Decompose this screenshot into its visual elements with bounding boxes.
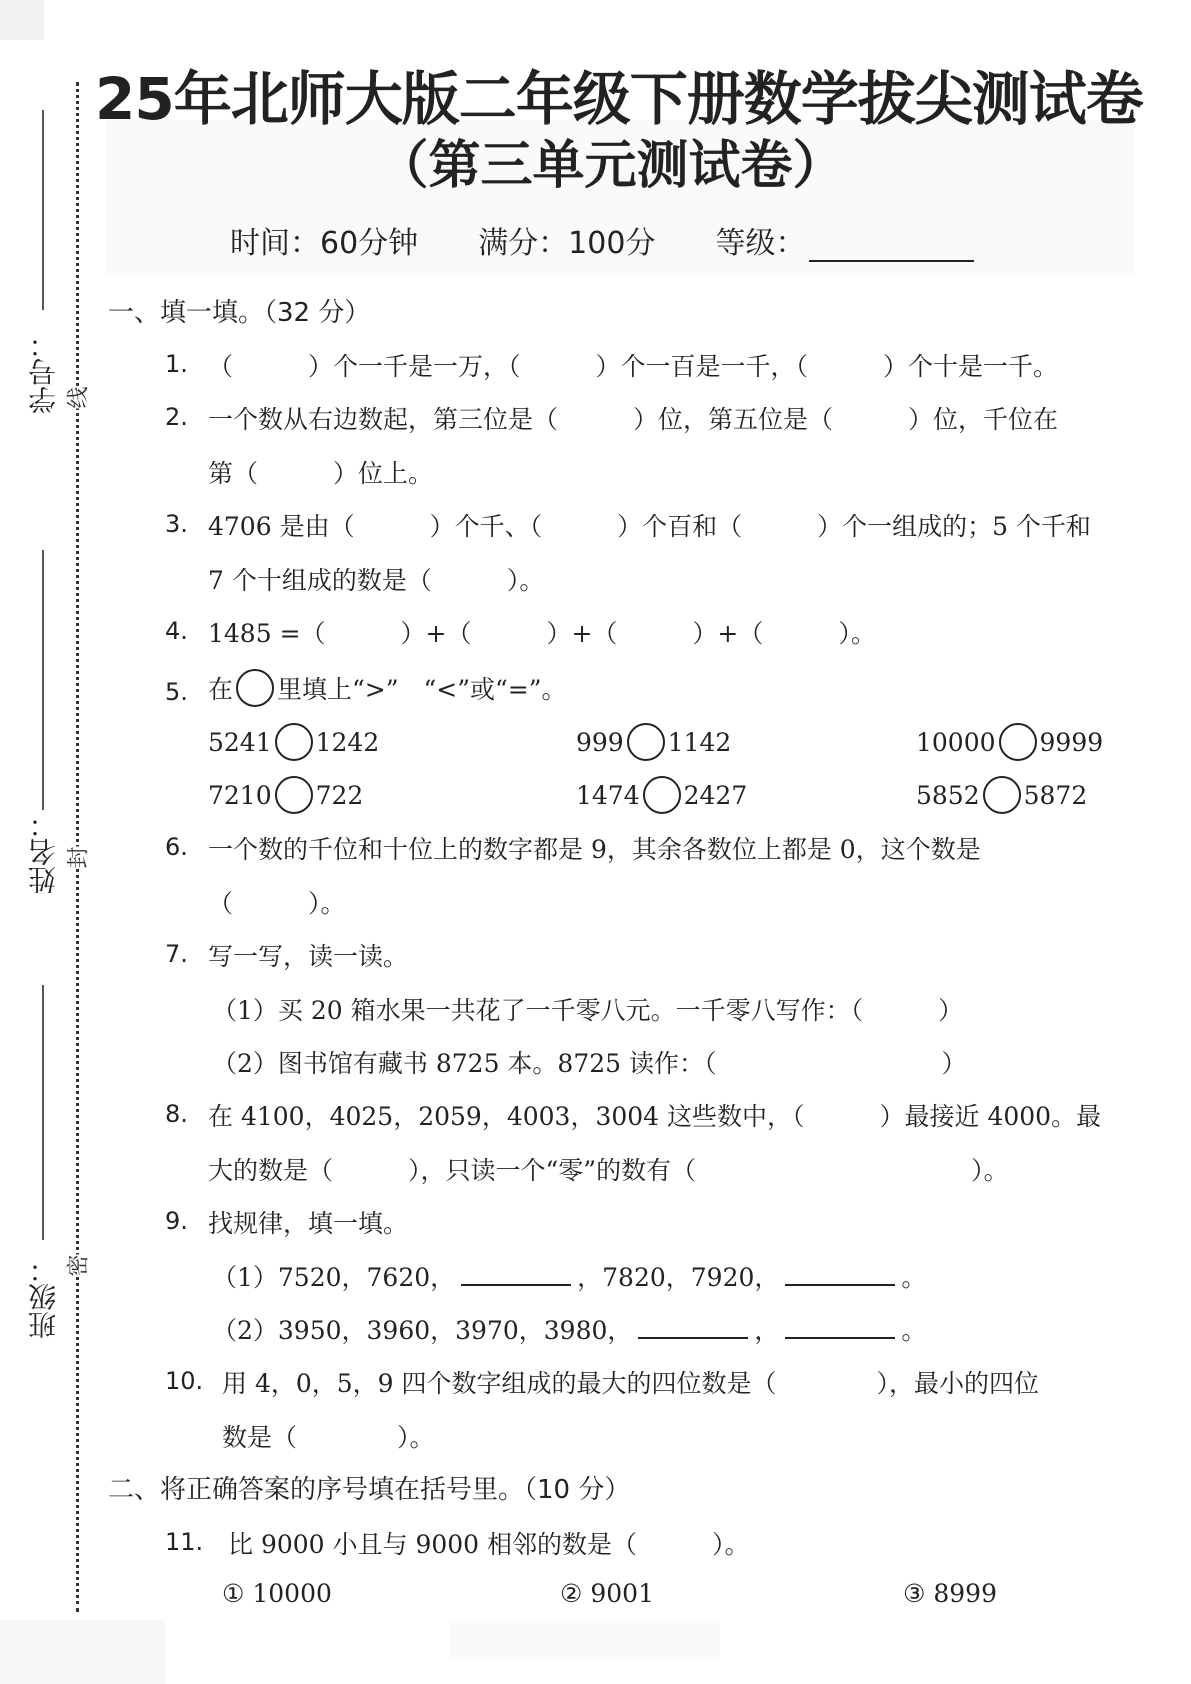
section-heading-multiple-choice: 二、将正确答案的序号填在括号里。（10 分） xyxy=(108,1475,631,1505)
question-9-text: 找规律，填一填。 xyxy=(208,1209,409,1238)
sequence-text: 。 xyxy=(901,1316,927,1345)
question-2-line-2: 第（ ）位上。 xyxy=(208,459,434,488)
compare-right: 722 xyxy=(315,780,364,810)
student-name-field[interactable] xyxy=(20,540,60,894)
seal-char-seal: 封 xyxy=(60,846,95,868)
sequence-text: （2）3950，3960，3970，3980， xyxy=(212,1316,633,1345)
sequence-text: 。 xyxy=(901,1263,927,1292)
question-2-line-1: 一个数从右边数起，第三位是（ ）位，第五位是（ ）位，千位在 xyxy=(208,405,1059,434)
grade-blank[interactable] xyxy=(809,230,974,262)
comparison-item xyxy=(576,723,731,761)
sequence-text: （1）7520，7620， xyxy=(212,1263,456,1292)
compare-left: 10000 xyxy=(916,727,996,757)
question-11-text: 比 9000 小且与 9000 相邻的数是（ ）。 xyxy=(228,1530,750,1559)
student-id-blank[interactable] xyxy=(42,110,44,310)
question-number: 1. xyxy=(165,350,188,378)
student-name-label: 姓名： xyxy=(27,810,60,894)
compare-circle[interactable] xyxy=(275,776,313,814)
compare-left: 5852 xyxy=(916,780,980,810)
class-field[interactable] xyxy=(20,985,60,1339)
comparison-item xyxy=(208,776,363,814)
answer-blank[interactable] xyxy=(785,1262,895,1286)
question-10-line-1: 用 4，0，5，9 四个数字组成的最大的四位数是（ ），最小的四位 xyxy=(222,1369,1040,1398)
compare-left: 5241 xyxy=(208,727,272,757)
seal-char-secret: 密 xyxy=(60,1254,95,1276)
compare-right: 1142 xyxy=(667,727,732,757)
page-subtitle: （第三单元测试卷） xyxy=(376,136,845,196)
question-9-sub-1 xyxy=(212,1258,926,1294)
compare-circle[interactable] xyxy=(275,723,313,761)
grade-label: 等级： xyxy=(715,226,806,261)
question-8-line-2: 大的数是（ ），只读一个“零”的数有（ ）。 xyxy=(208,1156,1009,1185)
question-10-line-2: 数是（ ）。 xyxy=(222,1423,435,1452)
question-number: 4. xyxy=(165,617,188,645)
question-number: 8. xyxy=(165,1100,188,1128)
compare-right: 2427 xyxy=(683,780,748,810)
sequence-text: ， xyxy=(754,1316,780,1345)
scan-shadow xyxy=(0,1620,165,1684)
question-1-text: （ ）个一千是一万，（ ）个一百是一千，（ ）个十是一千。 xyxy=(208,352,1059,381)
scan-shadow xyxy=(0,0,44,40)
comparison-item xyxy=(208,723,379,761)
question-7-sub-1: （1）买 20 箱水果一共花了一千零八元。一千零八写作：（ ） xyxy=(212,996,964,1025)
prompt-text: 里填上“>” “<”或“=”。 xyxy=(277,675,567,704)
question-3-line-1: 4706 是由（ ）个千、（ ）个百和（ ）个一组成的；5 个千和 xyxy=(208,512,1091,541)
question-number: 3. xyxy=(165,510,188,538)
student-id-field[interactable] xyxy=(20,100,60,420)
question-9-sub-2 xyxy=(212,1311,926,1347)
question-8-line-1: 在 4100，4025，2059，4003，3004 这些数中，（ ）最接近 4000。最 xyxy=(208,1102,1102,1131)
time-limit: 时间：60分钟 xyxy=(230,226,419,261)
choice-option-1[interactable]: ① 10000 xyxy=(222,1579,332,1608)
choice-option-2[interactable]: ② 9001 xyxy=(560,1579,654,1608)
compare-circle[interactable] xyxy=(643,776,681,814)
question-number: 6. xyxy=(165,833,188,861)
question-number: 11. xyxy=(165,1528,204,1556)
question-7-text: 写一写，读一读。 xyxy=(208,942,409,971)
question-6-line-1: 一个数的千位和十位上的数字都是 9，其余各数位上都是 0，这个数是 xyxy=(208,835,981,864)
question-3-line-2: 7 个十组成的数是（ ）。 xyxy=(208,566,545,595)
question-number: 9. xyxy=(165,1207,188,1235)
question-6-line-2: （ ）。 xyxy=(208,889,346,918)
compare-left: 1474 xyxy=(576,780,640,810)
circle-icon xyxy=(236,669,274,707)
comparison-item xyxy=(576,776,747,814)
compare-left: 999 xyxy=(576,727,624,757)
answer-blank[interactable] xyxy=(638,1315,748,1339)
compare-right: 5872 xyxy=(1023,780,1088,810)
student-name-blank[interactable] xyxy=(42,550,44,810)
compare-right: 9999 xyxy=(1039,727,1104,757)
compare-right: 1242 xyxy=(315,727,380,757)
page-title: 25年北师大版二年级下册数学拔尖测试卷 xyxy=(95,65,1143,133)
comparison-item xyxy=(916,776,1087,814)
question-7-sub-2: （2）图书馆有藏书 8725 本。8725 读作：（ ） xyxy=(212,1049,967,1078)
class-blank[interactable] xyxy=(42,985,44,1240)
compare-left: 7210 xyxy=(208,780,272,810)
compare-circle[interactable] xyxy=(627,723,665,761)
question-number: 7. xyxy=(165,940,188,968)
seal-char-line: 线 xyxy=(60,386,95,408)
question-number: 2. xyxy=(165,403,188,431)
question-5-prompt xyxy=(208,669,567,707)
question-number: 10. xyxy=(165,1367,204,1395)
comparison-item xyxy=(916,723,1103,761)
section-heading-fill-in: 一、填一填。（32 分） xyxy=(108,298,371,328)
question-4-text: 1485 =（ ）+（ ）+（ ）+（ ）。 xyxy=(208,619,876,648)
answer-blank[interactable] xyxy=(785,1315,895,1339)
choice-option-3[interactable]: ③ 8999 xyxy=(903,1579,997,1608)
scan-shadow xyxy=(450,1620,720,1660)
prompt-text: 在 xyxy=(208,675,234,704)
sequence-text: ，7820，7920， xyxy=(577,1263,780,1292)
compare-circle[interactable] xyxy=(999,723,1037,761)
full-score: 满分：100分 xyxy=(478,226,656,261)
class-label: 班级： xyxy=(27,1255,60,1339)
exam-meta xyxy=(230,218,974,262)
answer-blank[interactable] xyxy=(461,1262,571,1286)
question-number: 5. xyxy=(165,678,188,706)
grade-field[interactable] xyxy=(715,218,974,262)
student-id-label: 学号： xyxy=(27,330,60,414)
compare-circle[interactable] xyxy=(983,776,1021,814)
